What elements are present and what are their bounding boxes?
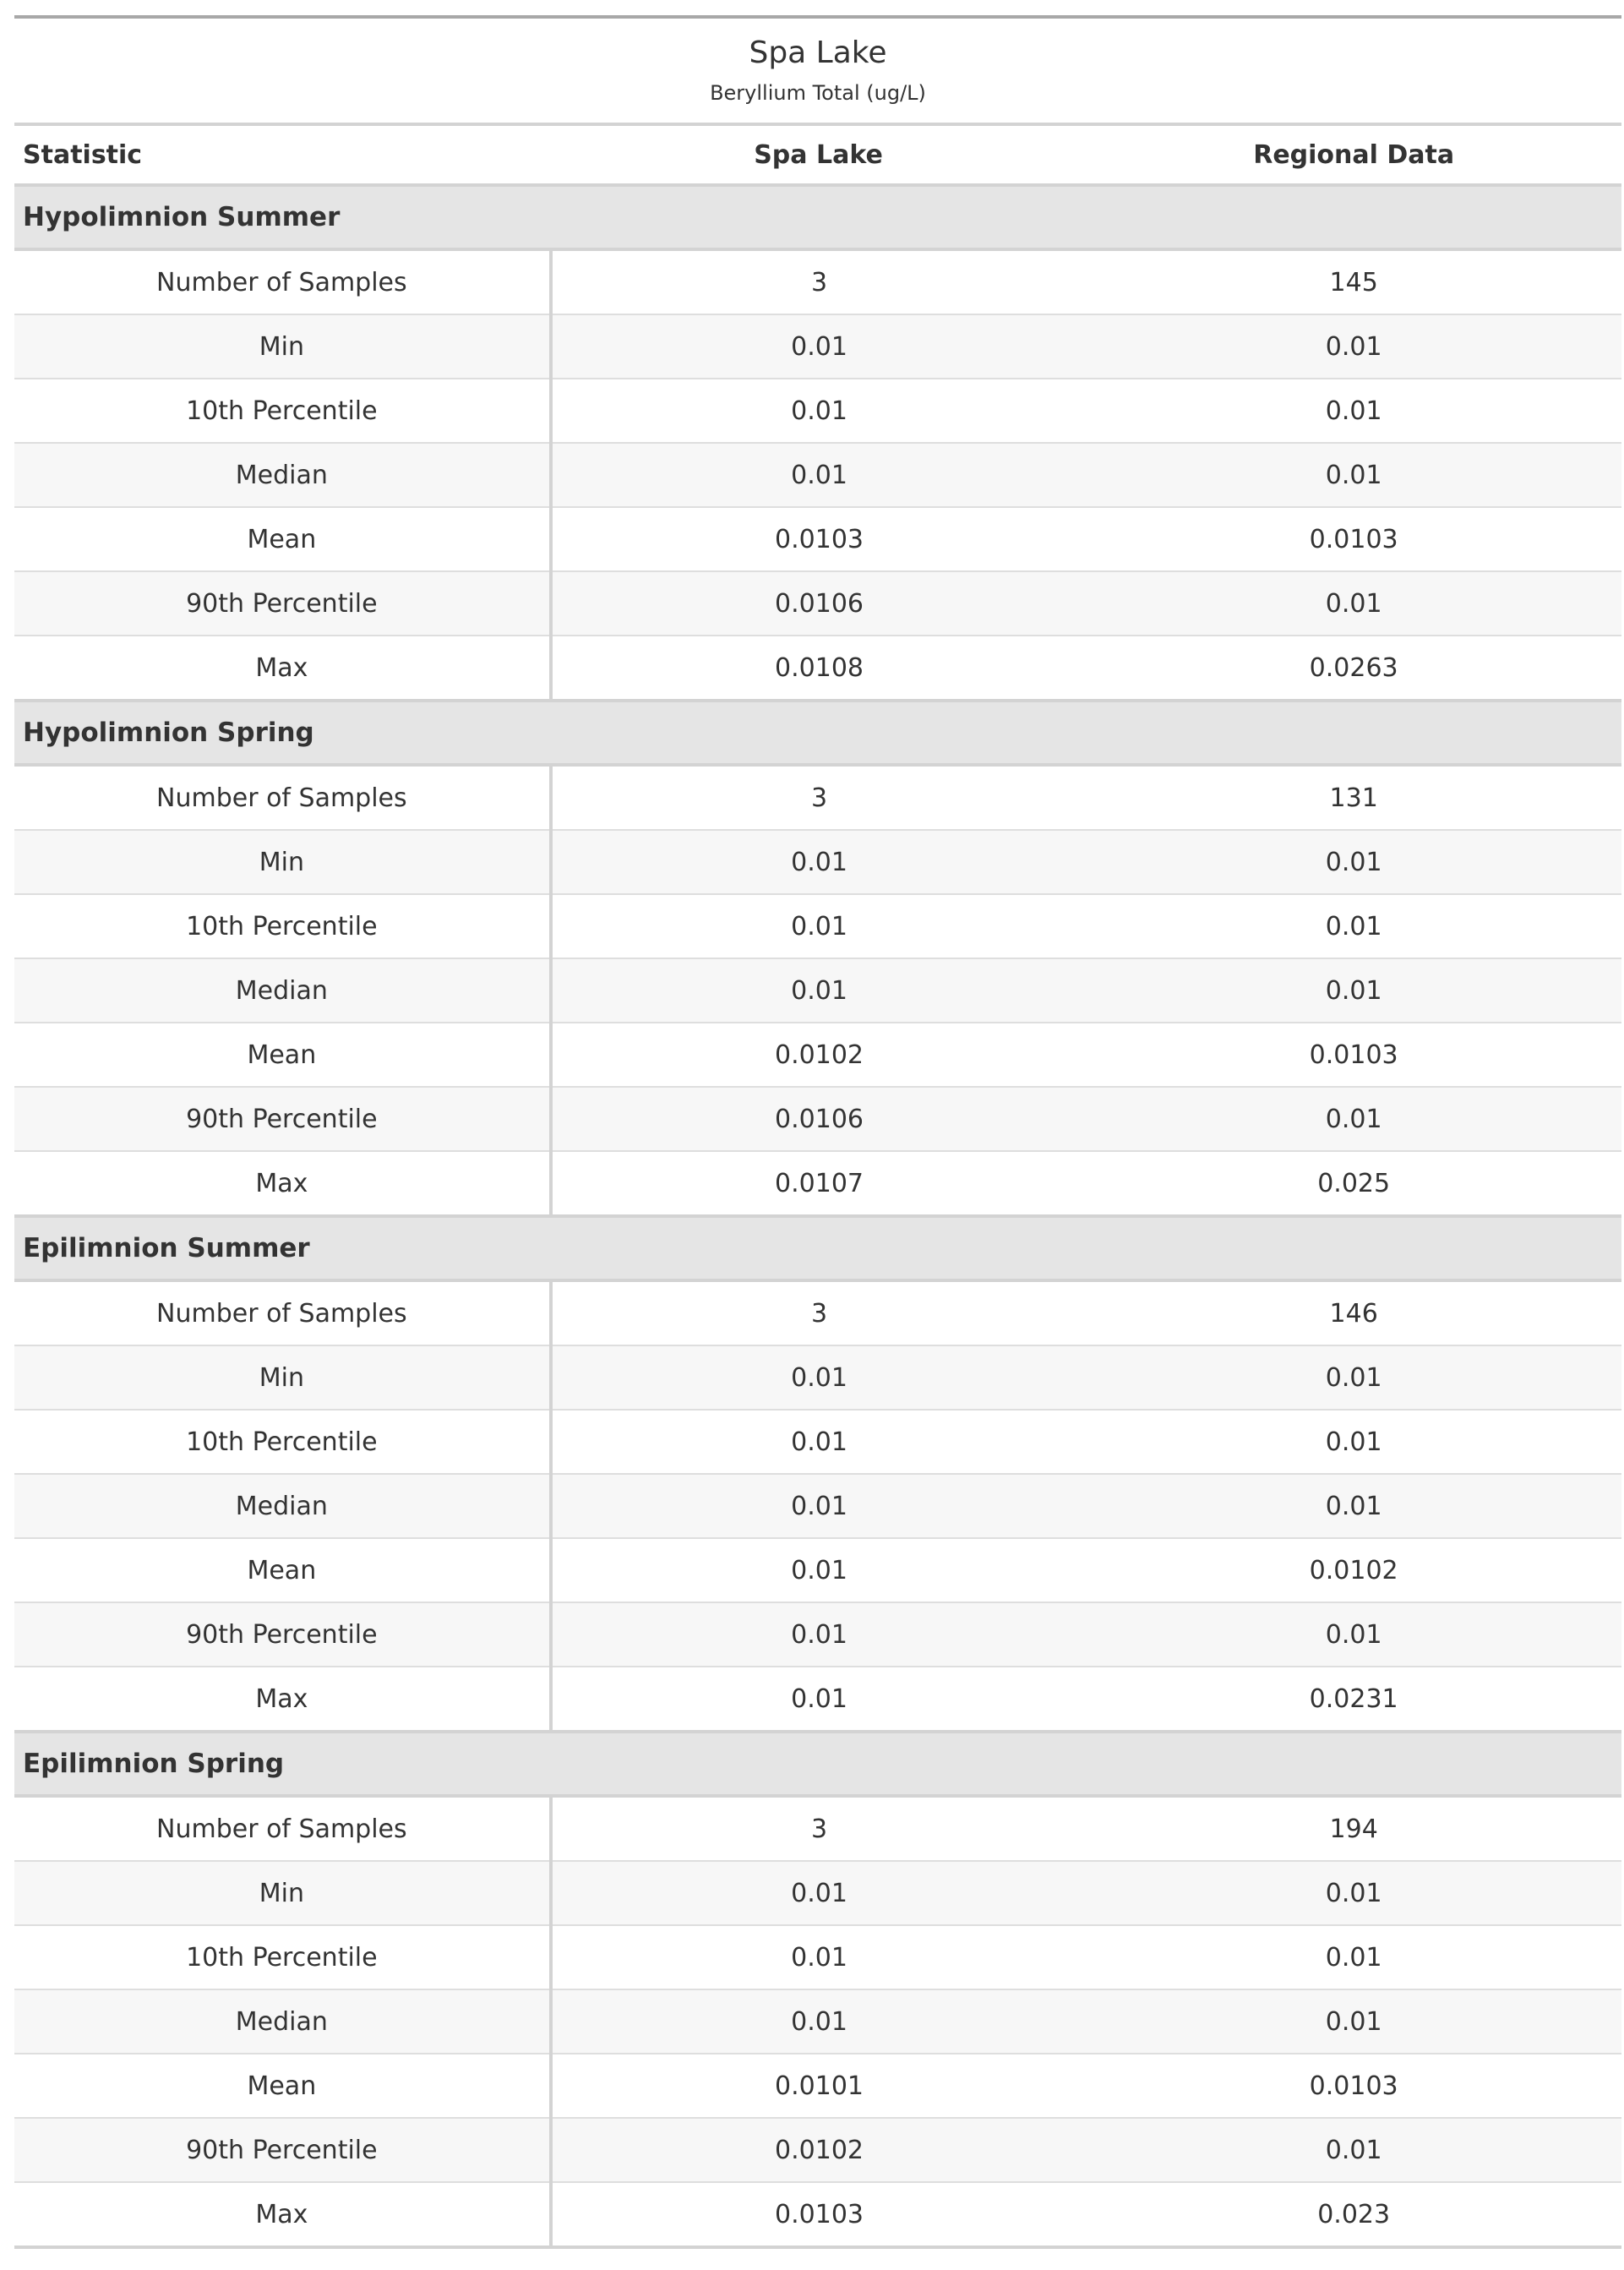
table-row: [14, 2118, 1621, 2182]
regional-value-cell: 0.01: [1086, 2118, 1621, 2182]
statistic-cell: 90th Percentile: [14, 571, 551, 636]
statistic-cell: Max: [14, 636, 551, 701]
group-label: Hypolimnion Summer: [14, 185, 1621, 249]
spa-lake-value-cell: 0.01: [551, 1474, 1087, 1538]
spa-lake-value-cell: 0.01: [551, 314, 1087, 379]
spa-lake-value-cell: 0.0102: [551, 1023, 1087, 1087]
spa-lake-value-cell: 0.0102: [551, 2118, 1087, 2182]
table-row: [14, 1925, 1621, 1989]
statistic-cell: 10th Percentile: [14, 1410, 551, 1474]
spa-lake-value-cell: 3: [551, 1796, 1087, 1861]
regional-value-cell: 131: [1086, 765, 1621, 830]
table-title-block: [14, 17, 1621, 124]
table-row: [14, 765, 1621, 830]
table-row: [14, 2054, 1621, 2118]
statistic-cell: Median: [14, 443, 551, 507]
table-title: Spa Lake: [749, 35, 887, 70]
regional-value-cell: 0.01: [1086, 1474, 1621, 1538]
spa-lake-value-cell: 0.0107: [775, 1168, 864, 1198]
statistic-cell: Max: [14, 1667, 551, 1732]
group-label: Epilimnion Spring: [14, 1732, 1621, 1796]
statistic-cell: 10th Percentile: [14, 894, 551, 958]
regional-value-cell: 194: [1086, 1796, 1621, 1861]
group-row: [14, 701, 1621, 765]
statistic-cell: Median: [14, 1989, 551, 2054]
statistic-cell: 90th Percentile: [14, 1087, 551, 1151]
spa-lake-value-cell: 0.01: [551, 958, 1087, 1023]
statistic-cell: Median: [14, 1474, 551, 1538]
regional-value-cell: 0.01: [1086, 958, 1621, 1023]
regional-value-cell: 0.01: [1086, 1925, 1621, 1989]
regional-value-cell: 0.01: [1086, 314, 1621, 379]
spa-lake-value-cell: 0.01: [551, 1989, 1087, 2054]
regional-value-cell: 0.01: [1086, 830, 1621, 894]
spa-lake-value-cell: 0.01: [791, 1683, 847, 1714]
spa-lake-value-cell: 0.01: [551, 1538, 1087, 1602]
statistic-cell: Min: [14, 1861, 551, 1925]
spa-lake-value-cell: 3: [551, 1280, 1087, 1345]
table-head: [14, 17, 1621, 185]
spa-lake-value-cell: 0.01: [551, 379, 1087, 443]
table-row: [14, 830, 1621, 894]
spa-lake-value-cell: 0.01: [551, 443, 1087, 507]
statistic-cell: Mean: [14, 1023, 551, 1087]
regional-value-cell: 0.0103: [1086, 2054, 1621, 2118]
regional-value-cell: 0.01: [1086, 379, 1621, 443]
summary-statistics-table: [14, 15, 1621, 2249]
column-header-regional-data: Regional Data: [1086, 124, 1621, 185]
spa-lake-value-cell: 0.0101: [551, 2054, 1087, 2118]
spa-lake-value-cell: 0.0103: [551, 507, 1087, 571]
regional-value-cell: 0.0231: [1309, 1683, 1398, 1714]
spa-lake-value-cell: 0.01: [551, 894, 1087, 958]
regional-value-cell: 0.01: [1086, 1861, 1621, 1925]
table-row: [14, 1861, 1621, 1925]
statistic-cell: Median: [14, 958, 551, 1023]
table-row: [14, 1667, 1621, 1732]
statistic-cell: 10th Percentile: [14, 1925, 551, 1989]
regional-value-cell: 0.01: [1086, 894, 1621, 958]
regional-value-cell: 0.01: [1086, 1087, 1621, 1151]
table-row: [14, 443, 1621, 507]
spa-lake-value-cell: 3: [551, 249, 1087, 314]
regional-value-cell: 0.025: [1317, 1168, 1391, 1198]
spa-lake-value-cell: 0.01: [551, 1925, 1087, 1989]
statistic-cell: Mean: [14, 1538, 551, 1602]
statistic-cell: Mean: [14, 2054, 551, 2118]
table-subtitle: Beryllium Total (ug/L): [710, 81, 926, 105]
statistic-cell: Number of Samples: [14, 765, 551, 830]
table-row: [14, 1345, 1621, 1410]
statistic-cell: Mean: [14, 507, 551, 571]
regional-value-cell: 145: [1086, 249, 1621, 314]
statistic-cell: Min: [14, 830, 551, 894]
regional-value-cell: 0.01: [1086, 571, 1621, 636]
group-row: [14, 1732, 1621, 1796]
spa-lake-value-cell: 3: [551, 765, 1087, 830]
regional-value-cell: 0.01: [1086, 1345, 1621, 1410]
spa-lake-value-cell: 0.01: [551, 830, 1087, 894]
table-row: [14, 314, 1621, 379]
table-row: [14, 1538, 1621, 1602]
table-row: [14, 571, 1621, 636]
column-header-statistic: Statistic: [14, 124, 551, 185]
regional-value-cell: 0.01: [1086, 443, 1621, 507]
table-row: [14, 1796, 1621, 1861]
group-label: Hypolimnion Spring: [14, 701, 1621, 765]
statistic-cell: Number of Samples: [14, 1796, 551, 1861]
regional-value-cell: 0.0102: [1086, 1538, 1621, 1602]
table-row: [14, 1989, 1621, 2054]
spa-lake-value-cell: 0.01: [551, 1345, 1087, 1410]
statistic-cell: Number of Samples: [14, 249, 551, 314]
group-row: [14, 1216, 1621, 1280]
regional-value-cell: 0.023: [1317, 2199, 1391, 2229]
statistic-cell: 90th Percentile: [14, 2118, 551, 2182]
group-label: Epilimnion Summer: [14, 1216, 1621, 1280]
table-row: [14, 1151, 1621, 1216]
regional-value-cell: 0.01: [1086, 1410, 1621, 1474]
table-row: [14, 1280, 1621, 1345]
table-row: [14, 379, 1621, 443]
regional-value-cell: 0.01: [1086, 1989, 1621, 2054]
regional-value-cell: 146: [1086, 1280, 1621, 1345]
group-row: [14, 185, 1621, 249]
statistic-cell: Max: [14, 1151, 551, 1216]
column-header-row: [14, 124, 1621, 185]
column-header-spa-lake: Spa Lake: [551, 124, 1087, 185]
statistic-cell: Number of Samples: [14, 1280, 551, 1345]
spa-lake-value-cell: 0.0108: [775, 652, 864, 683]
table-row: [14, 958, 1621, 1023]
summary-table-container: [14, 15, 1621, 2249]
spa-lake-value-cell: 0.0103: [775, 2199, 864, 2229]
statistic-cell: Min: [14, 1345, 551, 1410]
spa-lake-value-cell: 0.01: [551, 1861, 1087, 1925]
statistic-cell: 90th Percentile: [14, 1602, 551, 1667]
table-row: [14, 894, 1621, 958]
spa-lake-value-cell: 0.0106: [551, 1087, 1087, 1151]
statistic-cell: Max: [14, 2182, 551, 2247]
table-row: [14, 507, 1621, 571]
table-row: [14, 1087, 1621, 1151]
statistic-cell: 10th Percentile: [14, 379, 551, 443]
statistic-cell: Min: [14, 314, 551, 379]
spa-lake-value-cell: 0.01: [551, 1410, 1087, 1474]
regional-value-cell: 0.0263: [1309, 652, 1398, 683]
regional-value-cell: 0.01: [1086, 1602, 1621, 1667]
spa-lake-value-cell: 0.0106: [551, 571, 1087, 636]
title-row: [14, 17, 1621, 124]
table-row: [14, 1410, 1621, 1474]
table-row: [14, 2182, 1621, 2247]
table-row: [14, 249, 1621, 314]
table-row: [14, 636, 1621, 701]
table-row: [14, 1474, 1621, 1538]
regional-value-cell: 0.0103: [1086, 507, 1621, 571]
table-body: [14, 185, 1621, 2247]
table-row: [14, 1602, 1621, 1667]
table-row: [14, 1023, 1621, 1087]
spa-lake-value-cell: 0.01: [551, 1602, 1087, 1667]
regional-value-cell: 0.0103: [1086, 1023, 1621, 1087]
